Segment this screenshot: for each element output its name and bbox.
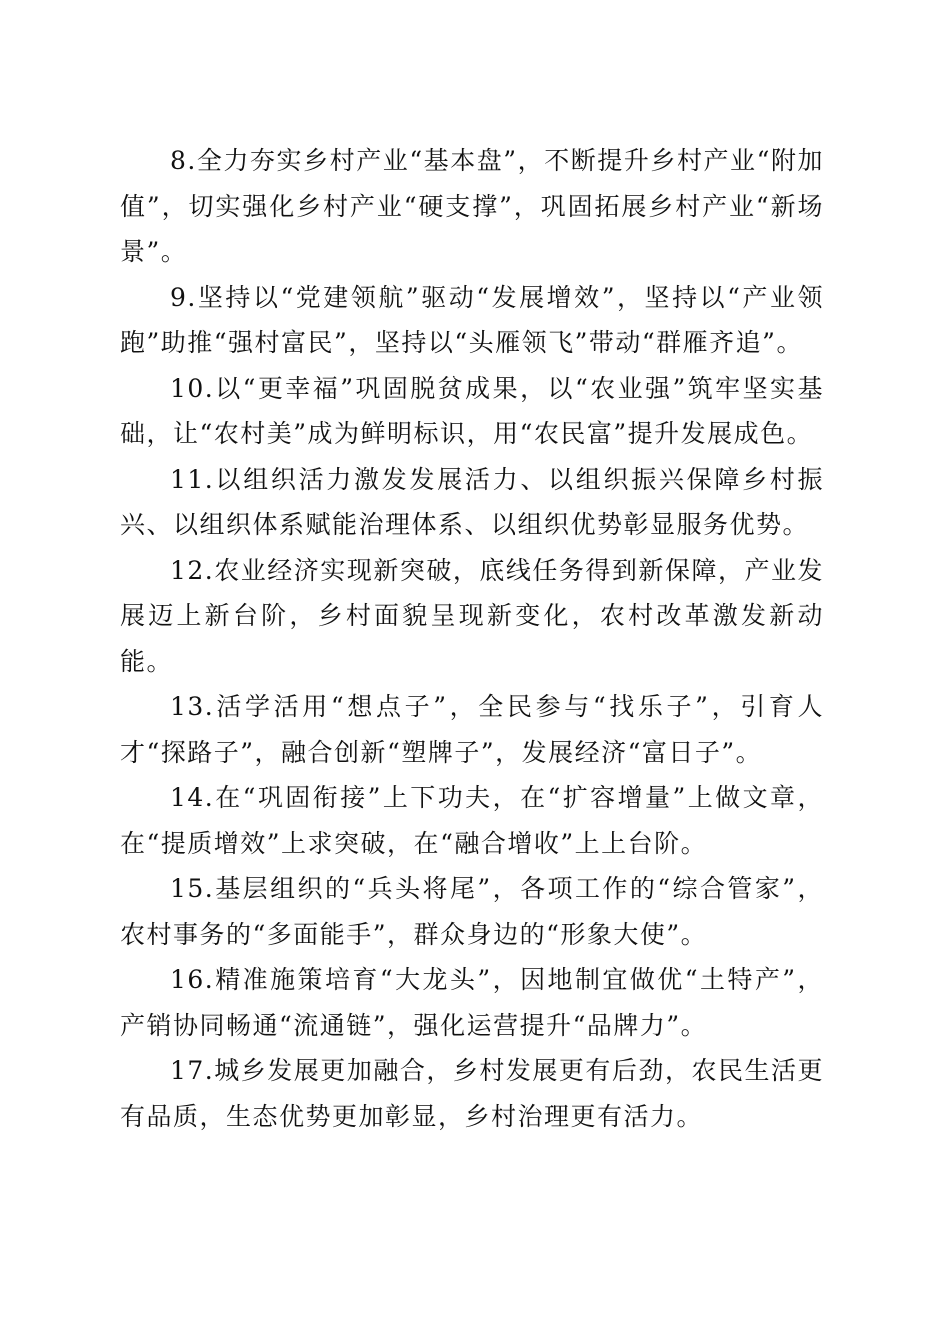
document-body [120,138,824,1139]
paragraph-13: 13.活学活用“想点子”，全民参与“找乐子”，引育人才“探路子”，融合创新“塑牌子”，发展经济“富日子”。 [120,692,824,767]
paragraph-9: 9.坚持以“党建领航”驱动“发展增效”，坚持以“产业领跑”助推“强村富民”，坚持以“头雁领飞”带动“群雁齐追”。 [120,282,824,357]
paragraph-15: 15.基层组织的“兵头将尾”，各项工作的“综合管家”，农村事务的“多面能手”，群众身边的“形象大使”。 [120,874,824,949]
paragraph-16: 16.精准施策培育“大龙头”，因地制宜做优“土特产”，产销协同畅通“流通链”，强化运营提升“品牌力”。 [120,965,824,1040]
paragraph-11: 11.以组织活力激发发展活力、以组织振兴保障乡村振兴、以组织体系赋能治理体系、以组织优势彰显服务优势。 [120,464,824,539]
paragraph-10: 10.以“更幸福”巩固脱贫成果，以“农业强”筑牢坚实基础，让“农村美”成为鲜明标识，用“农民富”提升发展成色。 [120,373,824,448]
paragraph-12: 12.农业经济实现新突破，底线任务得到新保障，产业发展迈上新台阶，乡村面貌呈现新变化，农村改革激发新动能。 [120,555,824,676]
paragraph-14: 14.在“巩固衔接”上下功夫，在“扩容增量”上做文章，在“提质增效”上求突破，在“融合增收”上上台阶。 [120,783,824,858]
paragraph-8: 8.全力夯实乡村产业“基本盘”，不断提升乡村产业“附加值”，切实强化乡村产业“硬支撑”，巩固拓展乡村产业“新场景”。 [120,146,824,266]
paragraph-17: 17.城乡发展更加融合，乡村发展更有后劲，农民生活更有品质，生态优势更加彰显，乡村治理更有活力。 [120,1056,824,1131]
